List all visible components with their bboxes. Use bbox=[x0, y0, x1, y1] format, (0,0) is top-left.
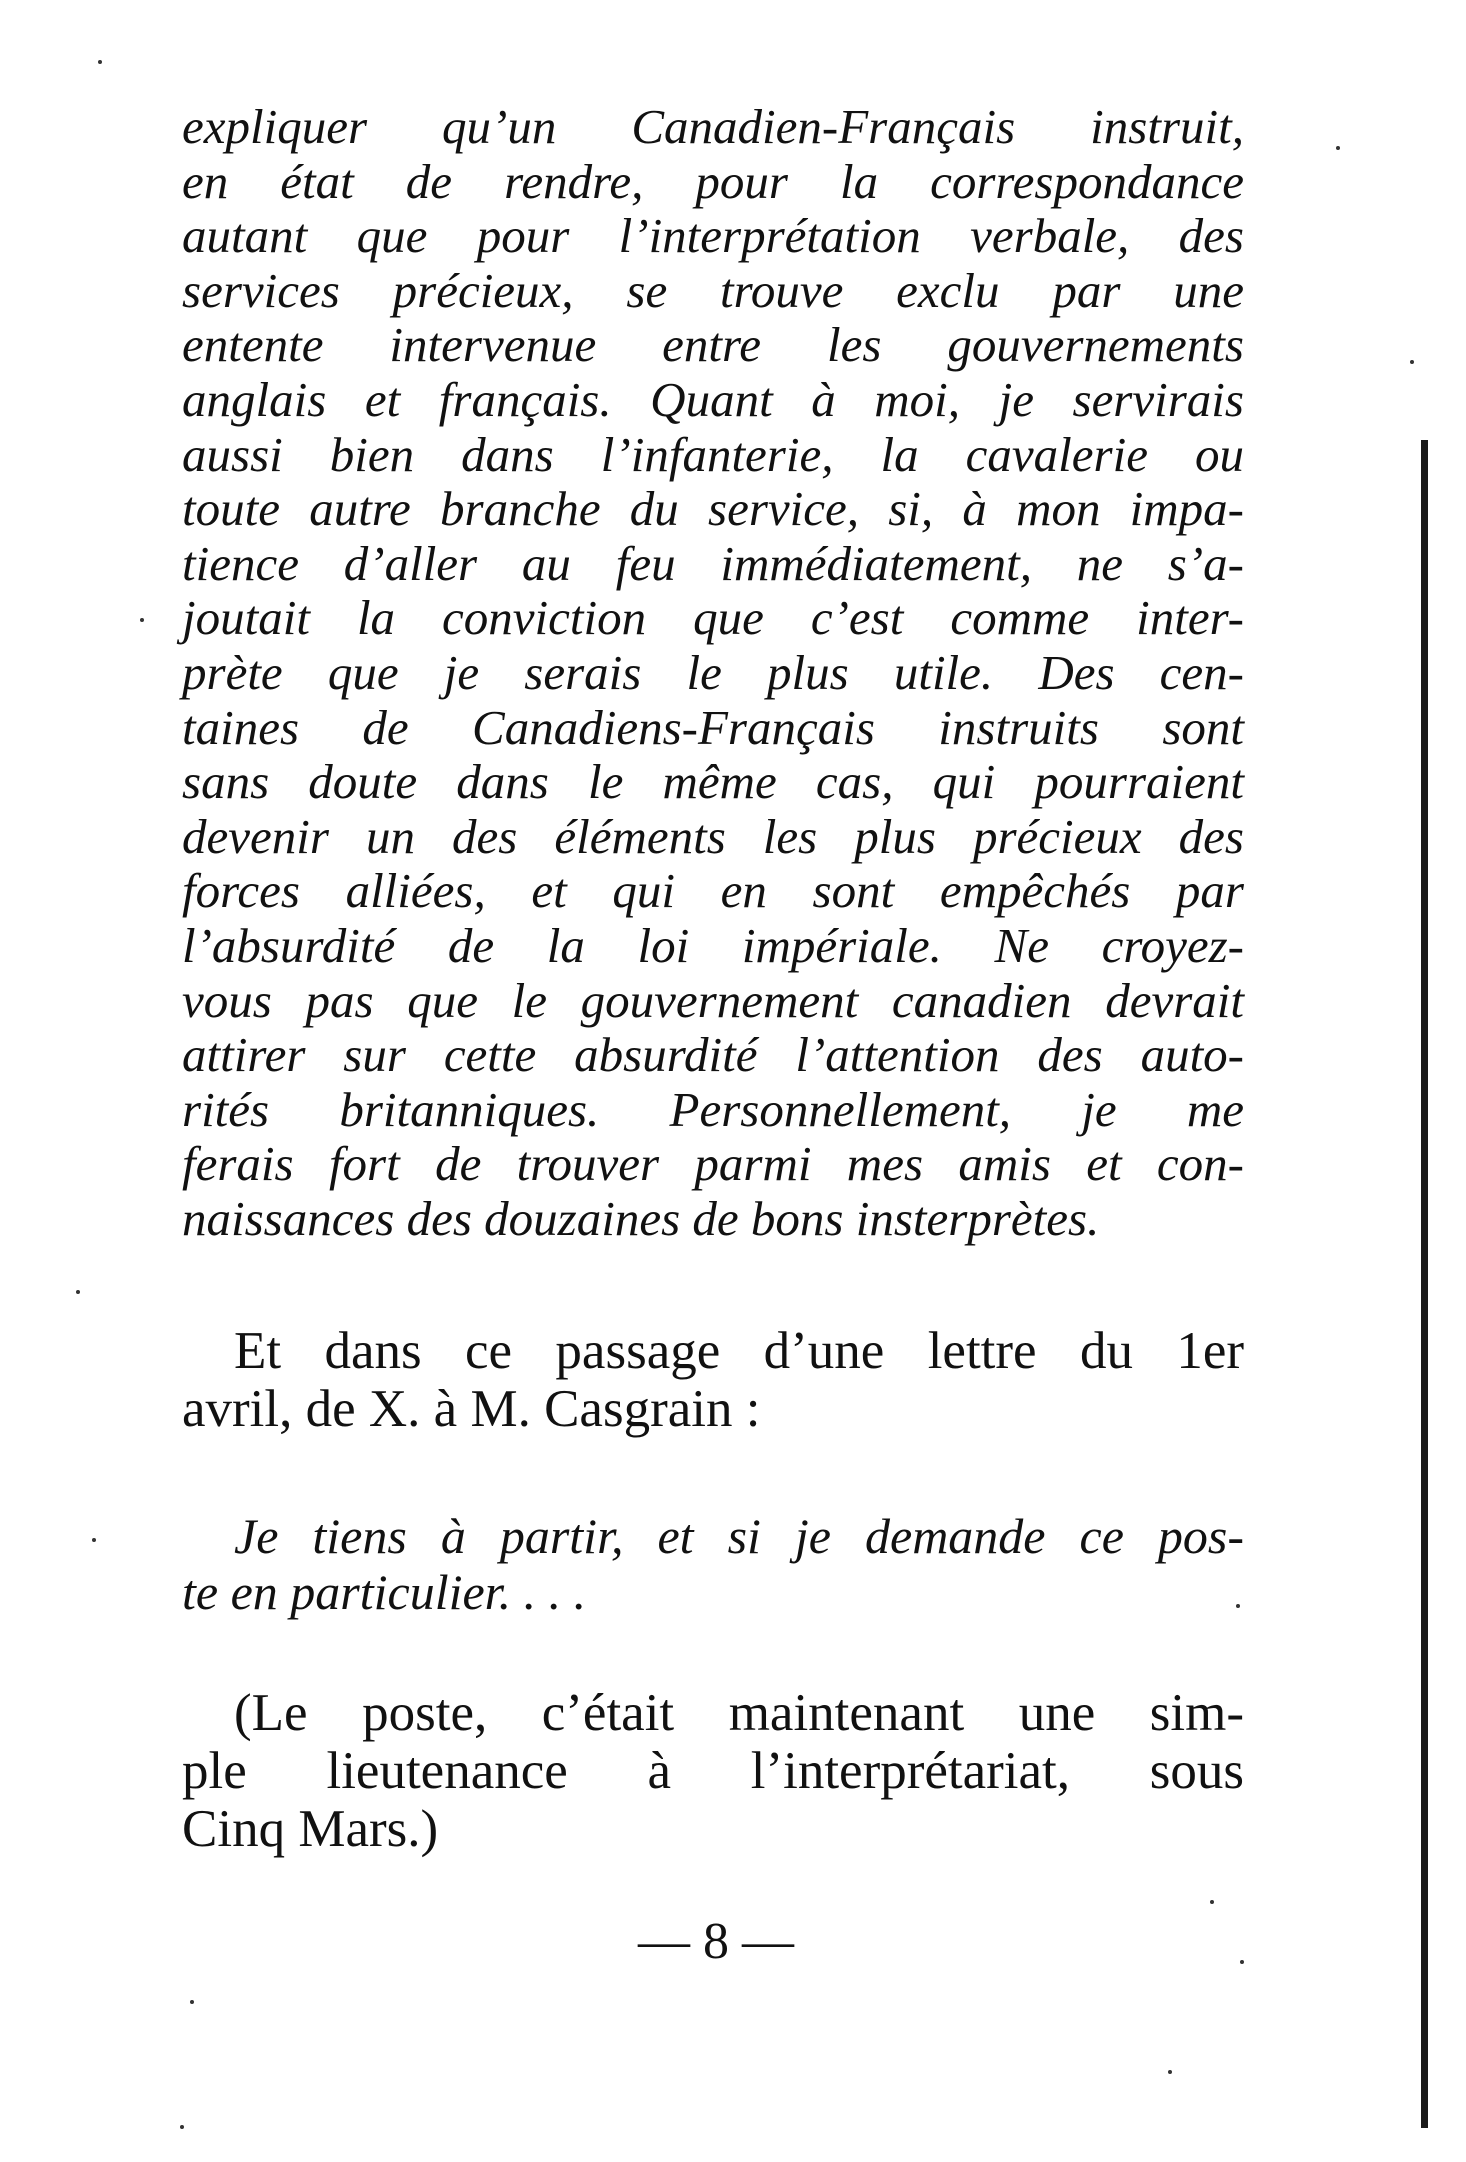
text-line: ple lieutenance à l’interprétariat, sous bbox=[182, 1742, 1244, 1800]
intro-paragraph bbox=[182, 1322, 1244, 1438]
text-line: naissances des douzaines de bons insterprètes. bbox=[182, 1190, 1100, 1246]
text-line: avril, de X. à M. Casgrain : bbox=[182, 1380, 761, 1438]
text-line: l’absurdité de la loi impériale. Ne croyez- bbox=[182, 917, 1244, 973]
text-line: services précieux, se trouve exclu par une bbox=[182, 262, 1244, 318]
scan-speck bbox=[1410, 360, 1414, 364]
scan-speck bbox=[1210, 1900, 1214, 1904]
text-line: te en particulier. . . . bbox=[182, 1564, 587, 1620]
scan-speck bbox=[140, 618, 144, 622]
page-number: — 8 — bbox=[638, 1913, 794, 1970]
text-line: taines de Canadiens-Français instruits sont bbox=[182, 699, 1244, 755]
scan-speck bbox=[76, 1290, 80, 1294]
text-line: joutait la conviction que c’est comme inter- bbox=[182, 590, 1244, 646]
text-line: vous pas que le gouvernement canadien devrait bbox=[182, 972, 1244, 1028]
text-line: forces alliées, et qui en sont empêchés par bbox=[182, 863, 1244, 919]
text-line: expliquer qu’un Canadien-Français instruit, bbox=[182, 99, 1244, 154]
text-line: Et dans ce passage d’une lettre du 1er bbox=[234, 1322, 1244, 1380]
text-line: Je tiens à partir, et si je demande ce pos- bbox=[234, 1508, 1244, 1564]
aside-paragraph bbox=[182, 1684, 1244, 1858]
text-line: aussi bien dans l’infanterie, la cavalerie ou bbox=[182, 426, 1244, 482]
scan-speck bbox=[1236, 1604, 1240, 1608]
text-line: ferais fort de trouver parmi mes amis et con- bbox=[182, 1136, 1244, 1192]
scan-speck bbox=[190, 2000, 194, 2004]
text-line: prète que je serais le plus utile. Des cen- bbox=[182, 644, 1244, 700]
text-line: (Le poste, c’était maintenant une sim- bbox=[234, 1684, 1244, 1742]
scan-speck bbox=[1336, 146, 1340, 150]
text-line: tience d’aller au feu immédiatement, ne s’a- bbox=[182, 535, 1244, 591]
text-line: sans doute dans le même cas, qui pourraient bbox=[182, 754, 1244, 810]
scan-speck bbox=[92, 1538, 96, 1542]
text-line: entente intervenue entre les gouvernements bbox=[182, 317, 1244, 373]
scan-speck bbox=[1240, 1960, 1244, 1964]
text-line: anglais et français. Quant à moi, je servirais bbox=[182, 371, 1244, 427]
text-line: autant que pour l’interprétation verbale, des bbox=[182, 208, 1244, 264]
text-line: attirer sur cette absurdité l’attention des auto- bbox=[182, 1027, 1244, 1083]
text-line: toute autre branche du service, si, à mon impa- bbox=[182, 481, 1244, 537]
text-line: en état de rendre, pour la correspondance bbox=[182, 153, 1244, 209]
scan-speck bbox=[1168, 2070, 1172, 2074]
text-line: devenir un des éléments les plus précieux des bbox=[182, 808, 1244, 864]
page-edge-shadow bbox=[1421, 440, 1428, 2128]
scan-speck bbox=[98, 60, 102, 64]
text-line: rités britanniques. Personnellement, je me bbox=[182, 1081, 1244, 1137]
quoted-short-paragraph bbox=[182, 1508, 1244, 1620]
text-line: Cinq Mars.) bbox=[182, 1800, 439, 1858]
scan-speck bbox=[180, 2125, 184, 2129]
quoted-letter-paragraph bbox=[182, 100, 1244, 1246]
